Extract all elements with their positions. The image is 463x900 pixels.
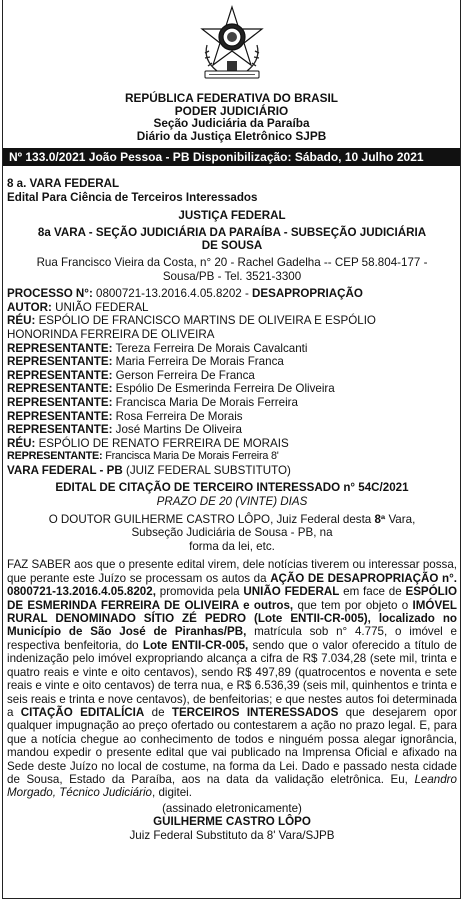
edital-body: [7, 177, 457, 843]
signature-note: (assinado eletronicamente): [162, 801, 302, 815]
signature-role: Juiz Federal Substituto da 8' Vara/SJPB: [129, 828, 335, 842]
edital-intro-line-2: Subseção Judiciária de Sousa - PB, na: [131, 526, 333, 540]
representante-row-last: REPRESENTANTE: Francisca Maria De Morais Ferreira 8': [7, 450, 279, 463]
edital-intro-line-3: forma da lei, etc.: [189, 539, 275, 553]
representante-row: REPRESENTANTE: Francisca Maria De Morais Ferreira: [7, 395, 298, 409]
reu-line: RÉU: ESPÓLIO DE FRANCISCO MARTINS DE OLIVEIRA E ESPÓLIO: [7, 314, 376, 328]
representante-row: REPRESENTANTE: Espólio De Esmerinda Ferreira De Oliveira: [7, 382, 335, 396]
header-judiciary: PODER JUDICIÁRIO: [174, 103, 289, 118]
process-line: PROCESSO N°: 0800721-13.2016.4.05.8202 - DESAPROPRIAÇÃO: [7, 287, 363, 301]
signature-name: GUILHERME CASTRO LÔPO: [153, 815, 311, 829]
vara-full-line-2: DE SOUSA: [201, 239, 263, 253]
address-line-1: Rua Francisco Vieira da Costa, n° 20 - Rachel Gadelha -- CEP 58.804-177 -: [36, 255, 428, 269]
edital-prazo: PRAZO DE 20 (VINTE) DIAS: [156, 495, 308, 509]
representante-row: REPRESENTANTE: Tereza Ferreira De Morais Cavalcanti: [7, 341, 308, 355]
edital-main-paragraph: FAZ SABER aos que o presente edital virem, dele notícias tiverem ou interessar possa, que perante este Juízo se processam os autos da AÇÃO DE DESAPROPRIAÇÃO n°. 0800721-13.2016.4.05.8202, promovida pela UNIÃO FEDERAL em face de ESPÓLIO DE ESMERINDA FERREIRA DE OLIVEIRA e outros, que tem por objeto o IMÓVEL RURAL DENOMINADO SÍTIO ZÉ PEDRO (Lote ENTII-CR-005), localizado no Município de São José de Piranhas/PB, matrícula sob n° 4.775, o imóvel e respectiva benfeitoria, do Lote ENTII-CR-005, sendo que o valor oferecido a título de indenização pelo imóvel expropriando alcança a cifra de R$ 7.034,28 (sete mil, trinta e quatro reais e vinte e oito centavos), sendo R$ 497,89 (quatrocentos e noventa e sete reais e vinte e oito centavos) de terra nua, e R$ 6.536,39 (seis mil, quinhentos e trinta e seis reais e trinta e nove centavos), de benfeitorias; e que nestes autos foi determinada a CITAÇÃO EDITALÍCIA de TERCEIROS INTERESSADOS que desejarem opor qualquer impugnação ao preço ofertado ou contestarem a ação no prazo legal. E, para que a notícia chegue ao conhecimento de todos e ninguém possa alegar ignorância, mandou expedir o presente edital que vai publicado na Imprensa Oficial e afixado na Sede deste Juízo no local de costume, na forma da Lei. Dado e passado nesta cidade de Sousa, Estado da Paraíba, aos na data da validação eletrônica. Eu, Leandro Morgado, Técnico Judiciário, digitei.: [7, 558, 458, 800]
reu-line-cont: HONORINDA FERREIRA DE OLIVEIRA: [7, 327, 215, 341]
coat-of-arms-icon: [199, 5, 265, 85]
header-gazette: Diário da Justiça Eletrônico SJPB: [136, 128, 327, 143]
representante-row: REPRESENTANTE: Rosa Ferreira De Morais: [7, 409, 243, 423]
edital-type: Edital Para Ciência de Terceiros Interessados: [7, 190, 258, 204]
header-section: Seção Judiciária da Paraíba: [153, 116, 310, 131]
reu2-line: RÉU: ESPÓLIO DE RENATO FERREIRA DE MORAIS: [7, 436, 289, 450]
edital-intro-line-1: O DOUTOR GUILHERME CASTRO LÔPO, Juiz Federal desta 8ª Vara,: [48, 512, 416, 526]
document-header: [0, 92, 463, 142]
header-republic: REPÚBLICA FEDERATIVA DO BRASIL: [125, 91, 338, 105]
justica-heading: JUSTIÇA FEDERAL: [178, 209, 286, 223]
vara-federal-line: VARA FEDERAL - PB (JUIZ FEDERAL SUBSTITUTO): [7, 463, 291, 477]
representante-row: REPRESENTANTE: José Martins De Oliveira: [7, 423, 242, 437]
autor-line: AUTOR: UNIÃO FEDERAL: [7, 300, 149, 314]
representante-row: REPRESENTANTE: Gerson Ferreira De Franca: [7, 368, 255, 382]
issue-banner: Nº 133.0/2021 João Pessoa - PB Disponibilização: Sábado, 10 Julho 2021: [3, 148, 460, 166]
vara-heading: 8 a. VARA FEDERAL: [7, 177, 120, 190]
address-line-2: Sousa/PB - Tel. 3521-3300: [162, 269, 302, 283]
vara-full-line-1: 8a VARA - SEÇÃO JUDICIÁRIA DA PARAÍBA - SUBSEÇÃO JUDICIÁRIA: [37, 225, 427, 239]
edital-title: EDITAL DE CITAÇÃO DE TERCEIRO INTERESSADO n° 54C/2021: [55, 481, 409, 495]
representante-row: REPRESENTANTE: Maria Ferreira De Morais Franca: [7, 355, 284, 369]
